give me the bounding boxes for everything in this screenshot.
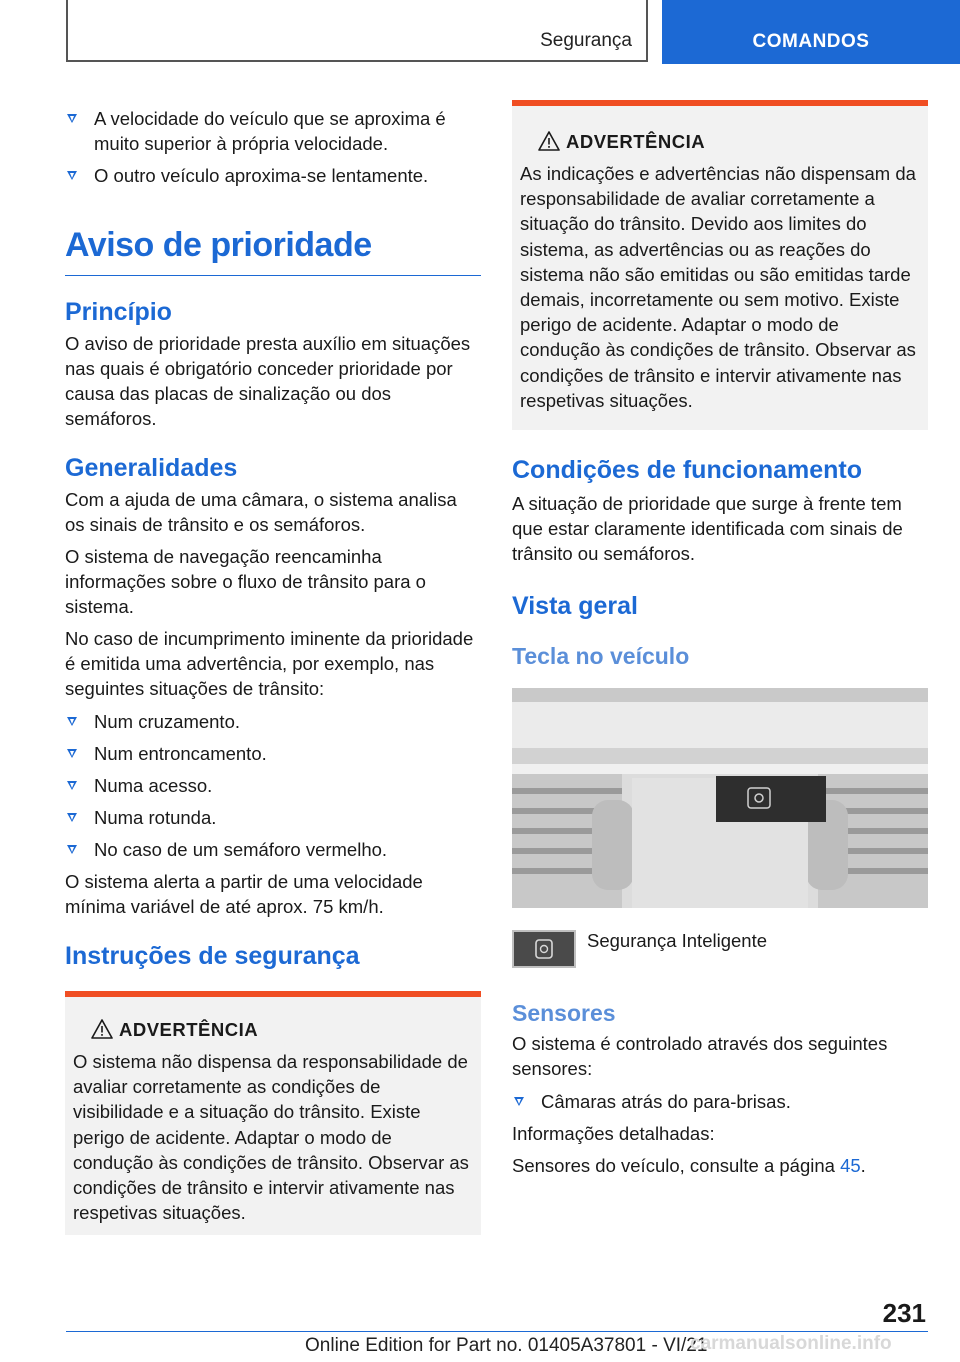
footer-rule — [66, 1331, 928, 1332]
list-item: No caso de um semáforo vermelho. — [65, 837, 481, 862]
overview-subheading: Tecla no veículo — [512, 643, 690, 669]
button-legend — [512, 930, 928, 970]
bullet-triangle-icon — [67, 781, 77, 790]
list-item: O outro veículo aproxima-se lentamente. — [65, 163, 481, 188]
sensors-heading: Sensores — [512, 1000, 616, 1026]
intro-bullet-list — [65, 106, 481, 188]
list-item: Numa acesso. — [65, 773, 481, 798]
warning-header — [520, 131, 922, 161]
general-heading: Generalidades — [65, 454, 238, 482]
reference-end: . — [860, 1155, 866, 1176]
page-title: Aviso de prioridade — [65, 226, 372, 264]
watermark: carmanualsonline.info — [690, 1333, 892, 1354]
warning-box — [512, 100, 928, 430]
bullet-triangle-icon — [67, 717, 77, 726]
safety-heading: Instruções de segurança — [65, 942, 360, 970]
general-paragraph-2: O sistema de navegação reencaminha informações sobre o fluxo de trânsito para o sistema. — [65, 546, 426, 617]
situations-bullet-list — [65, 709, 481, 862]
page-number: 231 — [882, 1298, 926, 1328]
header-section-title: Segurança — [540, 30, 632, 51]
right-column — [512, 100, 928, 1178]
page-header — [0, 0, 960, 66]
safety-button-icon — [512, 930, 576, 968]
warning-title: ADVERTÊNCIA — [119, 1019, 259, 1040]
list-item: Numa rotunda. — [65, 805, 481, 830]
page-reference — [512, 1153, 928, 1178]
title-rule — [65, 275, 481, 276]
list-item: Num cruzamento. — [65, 709, 481, 734]
warning-title: ADVERTÊNCIA — [566, 131, 706, 152]
header-chapter-tab[interactable]: COMANDOS — [662, 0, 960, 64]
bullet-triangle-icon — [67, 813, 77, 822]
warning-text: As indicações e advertências não dispensam da responsabilidade de avaliar corretamente a situação do trânsito. Devido aos limites do sistema, as advertências ou as reações do sistema não são emitidas ou são emitidas tarde demais, incorretamente ou sem motivo. Existe perigo de acidente. Adaptar o modo de condução às condições de trânsito. Observar as condições de trânsito e intervir ativamente nas respetivas situações. — [520, 163, 916, 411]
warning-triangle-icon — [91, 1019, 113, 1039]
info-label: Informações detalhadas: — [512, 1123, 715, 1144]
warning-header — [73, 1019, 475, 1049]
bullet-triangle-icon — [514, 1097, 524, 1106]
warning-box — [65, 991, 481, 1235]
general-paragraph-3: No caso de incumprimento iminente da prioridade é emitida uma advertência, por exemplo, nas seguintes situações de trânsito: — [65, 628, 474, 699]
general-paragraph-1: Com a ajuda de uma câmara, o sistema analisa os sinais de trânsito e os semáforos. — [65, 489, 457, 535]
warning-text: O sistema não dispensa da responsabilidade de avaliar corretamente as condições de visibilidade e a situação do trânsito. Existe perigo de acidente. Adaptar o modo de condução às condições de trânsito. Observar as condições de trânsito e intervir ativamente nas respetivas situações. — [73, 1051, 469, 1224]
list-item: A velocidade do veículo que se aproxima é muito superior à própria velocidade. — [65, 106, 481, 156]
reference-text: Sensores do veículo, consulte a página — [512, 1155, 841, 1176]
bullet-triangle-icon — [67, 845, 77, 854]
page-link[interactable]: 45 — [840, 1155, 861, 1176]
warning-triangle-icon — [538, 131, 560, 151]
button-caption: Segurança Inteligente — [587, 930, 767, 951]
sensors-text: O sistema é controlado através dos seguintes sensores: — [512, 1033, 888, 1079]
conditions-text: A situação de prioridade que surge à frente tem que estar claramente identificada com sinais de trânsito ou semáforos. — [512, 493, 903, 564]
bullet-triangle-icon — [67, 749, 77, 758]
bullet-triangle-icon — [67, 171, 77, 180]
general-paragraph-4: O sistema alerta a partir de uma velocidade mínima variável de até aprox. 75 km/h. — [65, 871, 423, 917]
left-column — [65, 100, 481, 1235]
list-item: Câmaras atrás do para-brisas. — [512, 1089, 928, 1114]
vehicle-button-photo — [512, 688, 928, 908]
edition-text: Online Edition for Part no. 01405A37801 - VI/21 — [305, 1335, 708, 1356]
list-item: Num entroncamento. — [65, 741, 481, 766]
bullet-triangle-icon — [67, 114, 77, 123]
conditions-heading: Condições de funcionamento — [512, 456, 863, 484]
overview-heading: Vista geral — [512, 592, 639, 620]
principle-heading: Princípio — [65, 298, 172, 326]
sensors-bullet-list — [512, 1089, 928, 1114]
principle-text: O aviso de prioridade presta auxílio em situações nas quais é obrigatório conceder prioridade por causa das placas de sinalização ou dos semáforos. — [65, 333, 471, 429]
header-frame — [66, 0, 648, 62]
